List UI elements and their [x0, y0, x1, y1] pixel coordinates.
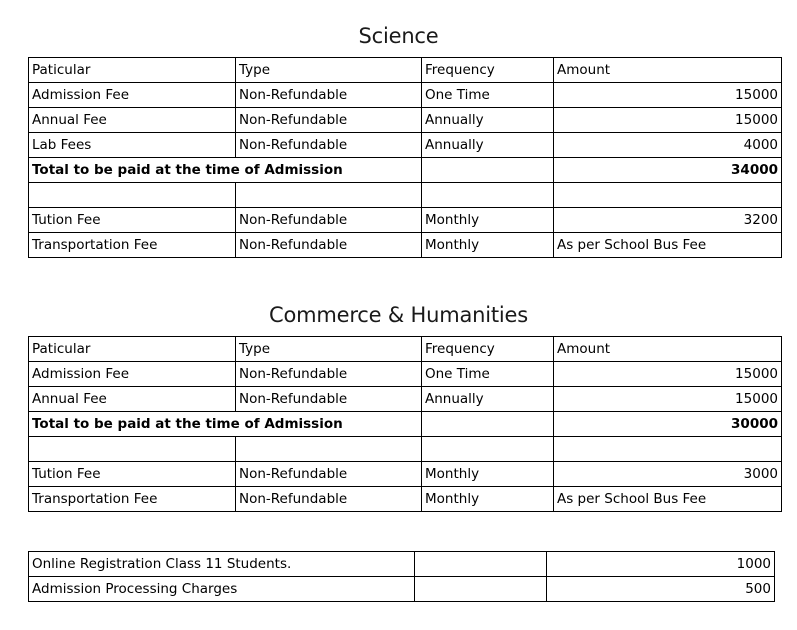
- cell-frequency: One Time: [422, 83, 554, 108]
- table-total-row: [29, 412, 782, 437]
- cell-type: Non-Refundable: [236, 233, 422, 258]
- table-row: [29, 133, 782, 158]
- additional-charges-table: [28, 551, 775, 602]
- cell-frequency: [422, 437, 554, 462]
- cell-frequency: Monthly: [422, 208, 554, 233]
- table-total-row: [29, 158, 782, 183]
- table-blank-row: [29, 183, 782, 208]
- cell-particular: Tution Fee: [29, 462, 236, 487]
- commerce-humanities-fee-table: [28, 336, 782, 512]
- cell-total-label: Total to be paid at the time of Admission: [29, 158, 422, 183]
- table-row: [29, 577, 775, 602]
- cell-type: Non-Refundable: [236, 208, 422, 233]
- commerce-humanities-table-title: Commerce & Humanities: [268, 303, 528, 327]
- cell-total-amount: 34000: [554, 158, 782, 183]
- cell-type: Non-Refundable: [236, 387, 422, 412]
- cell-amount: [554, 183, 782, 208]
- cell-frequency: [422, 183, 554, 208]
- science-fee-table-wrapper: [28, 57, 782, 258]
- cell-particular: Annual Fee: [29, 108, 236, 133]
- table-row: [29, 233, 782, 258]
- cell-type: Non-Refundable: [236, 487, 422, 512]
- cell-particular: [29, 183, 236, 208]
- cell-frequency: Annually: [422, 133, 554, 158]
- table-row: [29, 208, 782, 233]
- cell-amount: 3000: [554, 462, 782, 487]
- cell-amount: [554, 437, 782, 462]
- cell-frequency: Monthly: [422, 462, 554, 487]
- cell-amount: 1000: [547, 552, 775, 577]
- column-header-type: Type: [236, 58, 422, 83]
- column-header-type: Type: [236, 337, 422, 362]
- table-header-row: [29, 58, 782, 83]
- table-row: [29, 387, 782, 412]
- cell-frequency: Monthly: [422, 233, 554, 258]
- column-header-particular: Paticular: [29, 337, 236, 362]
- cell-amount: 15000: [554, 362, 782, 387]
- cell-particular: Admission Fee: [29, 83, 236, 108]
- column-header-particular: Paticular: [29, 58, 236, 83]
- cell-amount: 4000: [554, 133, 782, 158]
- column-header-frequency: Frequency: [422, 337, 554, 362]
- cell-type: Non-Refundable: [236, 462, 422, 487]
- cell-frequency: [422, 158, 554, 183]
- science-table-title: Science: [358, 24, 439, 48]
- cell-amount: 3200: [554, 208, 782, 233]
- cell-amount: 15000: [554, 108, 782, 133]
- cell-frequency: Annually: [422, 387, 554, 412]
- cell-frequency: [422, 412, 554, 437]
- cell-type: [236, 183, 422, 208]
- cell-total-amount: 30000: [554, 412, 782, 437]
- cell-amount: As per School Bus Fee: [554, 487, 782, 512]
- cell-frequency: Monthly: [422, 487, 554, 512]
- cell-frequency: One Time: [422, 362, 554, 387]
- cell-amount: As per School Bus Fee: [554, 233, 782, 258]
- cell-amount: 15000: [554, 83, 782, 108]
- table-row: [29, 487, 782, 512]
- cell-particular: Transportation Fee: [29, 233, 236, 258]
- column-header-frequency: Frequency: [422, 58, 554, 83]
- additional-charges-table-wrapper: [28, 551, 775, 602]
- column-header-amount: Amount: [554, 58, 782, 83]
- cell-type: [236, 437, 422, 462]
- table-blank-row: [29, 437, 782, 462]
- cell-particular: Online Registration Class 11 Students.: [29, 552, 415, 577]
- cell-type: Non-Refundable: [236, 133, 422, 158]
- cell-particular: Admission Processing Charges: [29, 577, 415, 602]
- cell-particular: [29, 437, 236, 462]
- cell-type: Non-Refundable: [236, 83, 422, 108]
- table-row: [29, 552, 775, 577]
- column-header-amount: Amount: [554, 337, 782, 362]
- cell-frequency: Annually: [422, 108, 554, 133]
- cell-particular: Tution Fee: [29, 208, 236, 233]
- cell-amount: 500: [547, 577, 775, 602]
- cell-blank: [415, 577, 547, 602]
- cell-particular: Annual Fee: [29, 387, 236, 412]
- commerce-humanities-fee-table-wrapper: [28, 336, 782, 512]
- cell-type: Non-Refundable: [236, 108, 422, 133]
- table-row: [29, 462, 782, 487]
- table-header-row: [29, 337, 782, 362]
- cell-total-label: Total to be paid at the time of Admission: [29, 412, 422, 437]
- table-row: [29, 83, 782, 108]
- cell-amount: 15000: [554, 387, 782, 412]
- cell-particular: Admission Fee: [29, 362, 236, 387]
- table-row: [29, 108, 782, 133]
- cell-particular: Transportation Fee: [29, 487, 236, 512]
- cell-type: Non-Refundable: [236, 362, 422, 387]
- science-fee-table: [28, 57, 782, 258]
- cell-particular: Lab Fees: [29, 133, 236, 158]
- cell-blank: [415, 552, 547, 577]
- table-row: [29, 362, 782, 387]
